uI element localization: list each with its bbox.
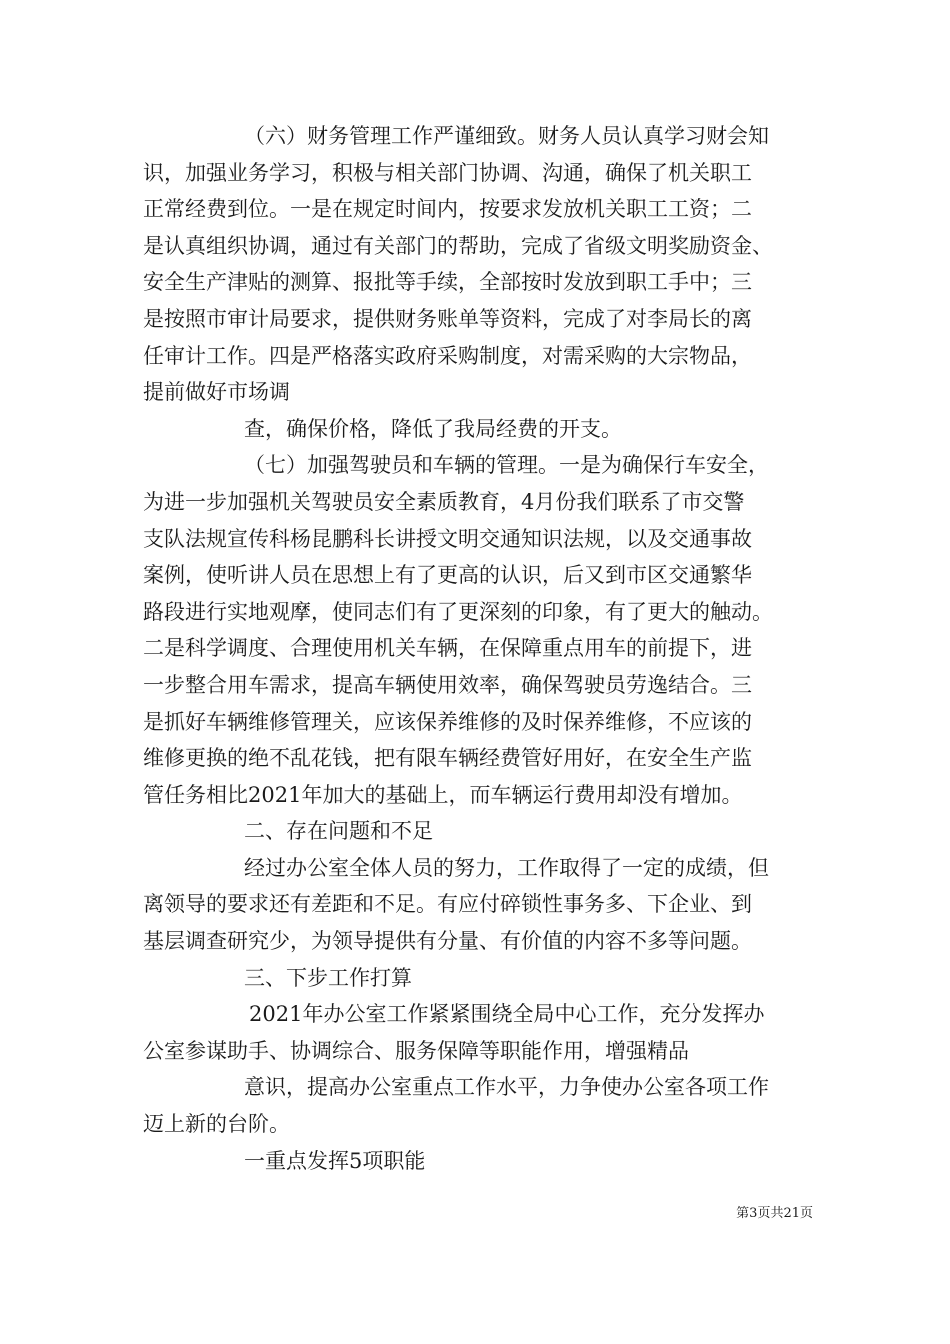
paragraph-line: 离领导的要求还有差距和不足。有应付碎锁性事务多、下企业、到: [143, 892, 752, 917]
paragraph-line: 一步整合用车需求，提高车辆使用效率，确保驾驶员劳逸结合。三: [143, 672, 752, 697]
paragraph-line: 基层调查研究少，为领导提供有分量、有价值的内容不多等问题。: [143, 929, 752, 954]
paragraph-line: 任审计工作。四是严格落实政府采购制度，对需采购的大宗物品，: [143, 343, 752, 368]
paragraph-line: 迈上新的台阶。: [143, 1112, 290, 1137]
section-heading: 三、下步工作打算: [244, 965, 412, 990]
paragraph-line: 路段进行实地观摩，使同志们有了更深刻的印象，有了更大的触动。: [143, 599, 773, 624]
section-heading: 二、存在问题和不足: [244, 819, 433, 844]
page-number-footer: 第3页共21页: [736, 1206, 813, 1221]
paragraph-line: 一重点发挥5项职能: [244, 1148, 426, 1173]
paragraph-line: 二是科学调度、合理使用机关车辆，在保障重点用车的前提下，进: [143, 636, 752, 661]
paragraph-line: 经过办公室全体人员的努力，工作取得了一定的成绩，但: [244, 855, 769, 880]
paragraph-line: 案例，使听讲人员在思想上有了更高的认识，后又到市区交通繁华: [143, 563, 752, 588]
document-body: [143, 118, 813, 1179]
paragraph-line: （六）财务管理工作严谨细致。财务人员认真学习财会知: [244, 124, 769, 148]
paragraph-line: 维修更换的绝不乱花钱，把有限车辆经费管好用好，在安全生产监: [143, 746, 752, 771]
paragraph-line: 意识，提高办公室重点工作水平，力争使办公室各项工作: [244, 1075, 769, 1100]
paragraph-line: 支队法规宣传科杨昆鹏科长讲授文明交通知识法规，以及交通事故: [143, 526, 752, 551]
paragraph-line: 是认真组织协调，通过有关部门的帮助，完成了省级文明奖励资金、: [143, 233, 773, 258]
paragraph-line: 查，确保价格，降低了我局经费的开支。: [244, 416, 622, 441]
paragraph-line: 为进一步加强机关驾驶员安全素质教育，4月份我们联系了市交警: [143, 489, 745, 514]
paragraph-line: 正常经费到位。一是在规定时间内，按要求发放机关职工工资；二: [143, 197, 752, 222]
paragraph-line: 管任务相比2021年加大的基础上，而车辆运行费用却没有增加。: [143, 782, 743, 807]
paragraph-line: （七）加强驾驶员和车辆的管理。一是为确保行车安全，: [244, 453, 769, 478]
paragraph-line: 提前做好市场调: [143, 380, 290, 405]
paragraph-line: 2021年办公室工作紧紧围绕全局中心工作，充分发挥办: [249, 1002, 765, 1027]
paragraph-line: 是按照市审计局要求，提供财务账单等资料，完成了对李局长的离: [143, 306, 752, 331]
paragraph-line: 安全生产津贴的测算、报批等手续，全部按时发放到职工手中；三: [143, 270, 752, 295]
paragraph-line: 是抓好车辆维修管理关，应该保养维修的及时保养维修，不应该的: [143, 709, 752, 734]
paragraph-line: 识，加强业务学习，积极与相关部门协调、沟通，确保了机关职工: [143, 160, 752, 185]
paragraph-line: 公室参谋助手、协调综合、服务保障等职能作用，增强精品: [143, 1038, 689, 1063]
